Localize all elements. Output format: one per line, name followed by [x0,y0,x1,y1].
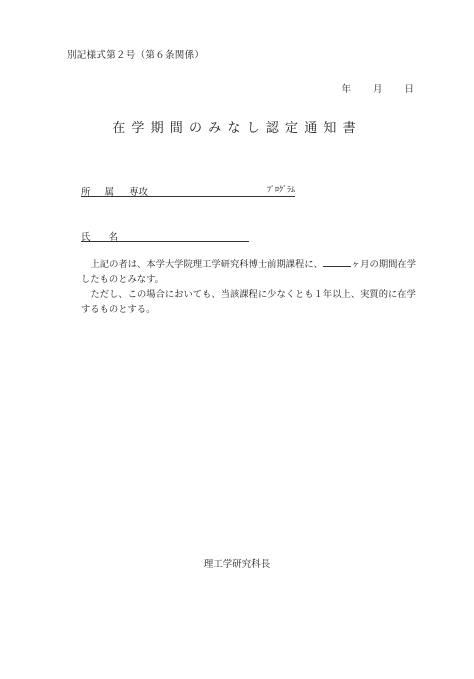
name-label: 氏名 [81,232,137,243]
affiliation-row [81,184,295,198]
name-row [81,229,136,243]
form-number: 別記様式第２号（第６条関係） [67,50,205,61]
year-unit: 年 [341,84,351,95]
para1-post: ヶ月の期間在学したものとみなす。 [81,259,417,285]
program-label: ﾌﾟﾛｸﾞﾗﾑ [267,185,295,194]
document-title: 在学期間のみなし認定通知書 [112,121,362,136]
name-underline [81,241,249,242]
para1-pre: 上記の者は、本学大学院理工学研究科博士前期課程に、 [90,259,323,270]
months-blank [323,257,351,267]
day-unit: 日 [404,84,414,95]
date-line [341,81,414,95]
month-unit: 月 [372,84,383,95]
affiliation-label: 所属 [81,187,129,198]
major-label: 専攻 [129,187,149,198]
body-paragraph-1 [81,257,417,287]
affiliation-underline [81,196,295,197]
signer: 理工学研究科長 [203,559,271,570]
body-paragraph-2: ただし、この場合においても、当該課程に少なくとも１年以上、実質的に在学するものとする。 [81,289,416,315]
body-text [81,257,417,317]
